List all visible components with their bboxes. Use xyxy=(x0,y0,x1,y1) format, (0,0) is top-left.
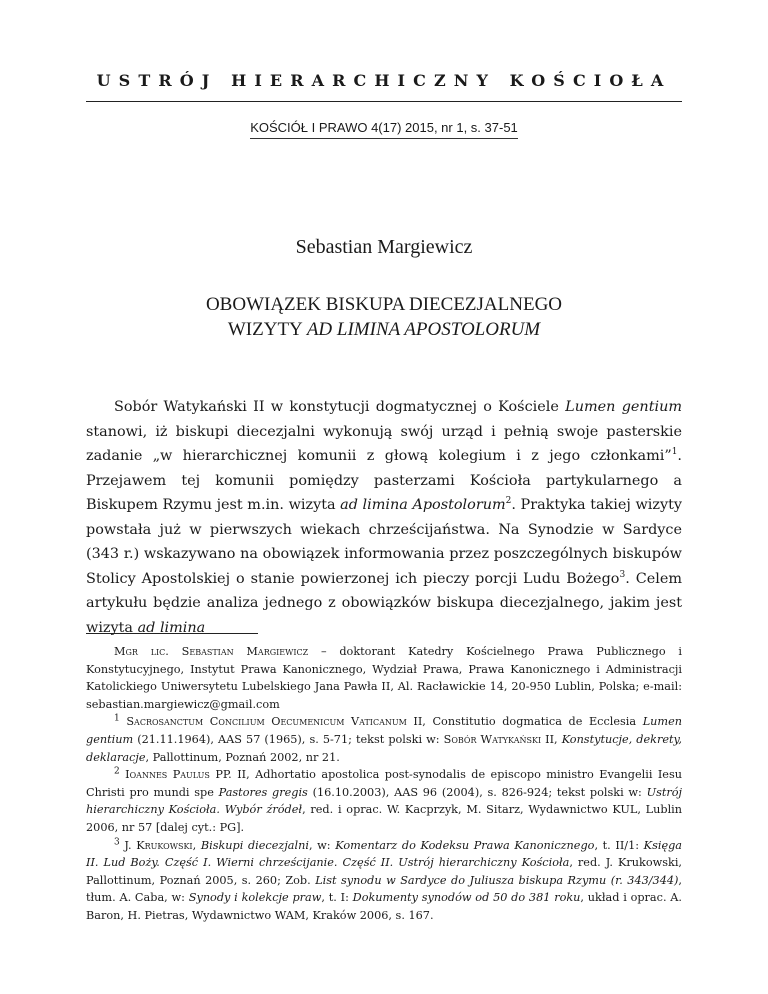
footnote-run: , Pallottinum, Poznań 2002, nr 21. xyxy=(145,750,340,764)
body-text xyxy=(86,395,682,640)
footnote-run: Sacrosanctum Concilium Oecumenicum Vaticanum xyxy=(126,715,407,729)
footnote-run: Synody i kolekcje praw xyxy=(188,891,322,905)
footnote-1 xyxy=(86,713,682,766)
footnote-run: (21.11.1964), AAS 57 (1965), s. 5-71; tekst polski w: xyxy=(133,732,444,746)
footnote-run: II, Constitutio dogmatica de Ecclesia xyxy=(406,715,643,729)
footnote-number: 1 xyxy=(114,713,120,724)
footnote-run: , red. i oprac. W. Kacprzyk, M. Sitarz, Wydawnictwo KUL, Lublin 2006, nr 57 [dalej cyt.: PG]. xyxy=(86,803,683,834)
body-run: . Przejawem tej komunii pomiędzy pasterzami Kościoła partykularnego a Biskupem Rzymu jest m.in. wizyta xyxy=(86,448,682,513)
footnote-run: Lumen gentium xyxy=(86,715,682,746)
body-italic-run: ad limina xyxy=(137,619,206,636)
footnote-run: J. xyxy=(124,838,137,852)
footnote-run: Pastores gregis xyxy=(218,785,308,799)
body-italic-run: Lumen gentium xyxy=(565,399,682,415)
footnote-run: List synodu w Sardyce do Juliusza biskupa Rzymu (r. 343/344) xyxy=(315,873,679,887)
body-run: . Celem artykułu będzie analiza jednego z obowiązków biskupa diecezjalnego, jakim jest wizyta xyxy=(86,570,682,636)
footnote-run: Ustrój hierarchiczny Kościoła. Wybór źródeł xyxy=(86,785,683,817)
running-head: USTRÓJ HIERARCHICZNY KOŚCIOŁA xyxy=(96,71,672,90)
title-line-1: OBOWIĄZEK BISKUPA DIECEZJALNEGO xyxy=(205,294,563,315)
title-line-2-italic: AD LIMINA APOSTOLORUM xyxy=(306,319,541,340)
footnote-run: , układ i oprac. A. Baron, H. Pietras, Wydawnictwo WAM, Kraków 2006, s. 167. xyxy=(86,891,683,922)
author-name: Sebastian Margiewicz xyxy=(295,236,473,258)
footnote-ref-2[interactable]: 2 xyxy=(505,496,512,507)
footnote-2 xyxy=(86,766,682,836)
footnote-run: Sobór Watykański xyxy=(443,732,542,746)
body-paragraph xyxy=(86,395,682,640)
footnote-ref-3[interactable]: 3 xyxy=(619,569,626,580)
footnote-run: Konstytucje, dekrety, deklaracje xyxy=(86,732,682,764)
running-head-rule xyxy=(86,101,682,102)
footnote-number: 3 xyxy=(114,836,120,847)
footnote-run: , tłum. A. Caba, w: xyxy=(86,873,682,905)
footnote-run: (16.10.2003), AAS 96 (2004), s. 826-924; tekst polski w: xyxy=(307,785,647,799)
footnote-run: , xyxy=(192,838,201,852)
footnote-run: , t. I: xyxy=(321,891,353,905)
footnote-run: Dokumenty synodów od 50 do 381 roku xyxy=(352,891,581,905)
footnote-run: PP. II, Adhortatio apostolica post-synodalis de episcopo ministro Evangelii Iesu Christi pro mundi spe xyxy=(86,768,682,799)
footnote-author-text: – doktorant Katedry Kościelnego Prawa Publicznego i Konstytucyjnego, Instytut Prawa Kanonicznego, Wydział Prawa, Prawa Kanonicznego i Administracji Katolickiego Uniwersytetu Lubelskiego Jana Pawła II, Al. Racławickie 14, 20-950 Lublin, Polska; e-mail: sebastian.margiewicz@gmail.com xyxy=(86,645,682,711)
body-run: . Praktyka takiej wizyty powstała już w pierwszych wiekach chrześcijaństwa. Na Synodzie w Sardyce (343 r.) wskazywano na obowiązek informowania przez poszczególnych biskupów Stolicy Apostolskiej o stanie powierzonej ich pieczy porcji Ludu Bożego xyxy=(86,497,682,587)
journal-citation xyxy=(86,120,682,139)
body-run: stanowi, iż biskupi diecezjalni wykonują swój urząd i pełnią swoje pasterskie zadanie „w hierarchicznej komunii z głową kolegium i z jego członkami” xyxy=(86,423,682,464)
footnote-rule xyxy=(86,633,258,634)
footnote-run: Biskupi diecezjalni xyxy=(200,838,309,852)
footnote-run: Komentarz do Kodeksu Prawa Kanonicznego xyxy=(335,838,595,852)
footnote-run: , w: xyxy=(308,838,336,852)
journal-citation-text: KOŚCIÓŁ I PRAWO 4(17) 2015, nr 1, s. 37-51 xyxy=(250,120,518,139)
article-title xyxy=(86,292,682,342)
footnote-run: Ioannes Paulus xyxy=(125,768,210,782)
article-page xyxy=(86,0,682,994)
title-line-2 xyxy=(86,317,682,342)
footnote-run: , t. II/1: xyxy=(594,838,644,852)
footnote-number: 2 xyxy=(114,766,120,777)
footnote-ref-1[interactable]: 1 xyxy=(671,447,678,458)
footnote-run: Krukowski xyxy=(136,838,193,852)
footnote-run: II, xyxy=(541,732,562,746)
body-italic-run: ad limina Apostolorum xyxy=(340,497,506,513)
footnote-author-name: Mgr lic. Sebastian Margiewicz xyxy=(114,645,309,658)
footnote-run: , red. J. Krukowski, Pallottinum, Poznań 2005, s. 260; Zob. xyxy=(86,856,682,887)
footnotes xyxy=(86,643,682,925)
footnote-run: Księga II. Lud Boży. Część I. Wierni chrześcijanie. Część II. Ustrój hierarchiczny Kościoła xyxy=(86,838,683,870)
footnote-3 xyxy=(86,837,682,925)
footnote-author xyxy=(86,643,682,713)
body-run: Sobór Watykański II w konstytucji dogmatycznej o Kościele xyxy=(114,399,566,415)
title-line-2-prefix: WIZYTY xyxy=(227,319,307,340)
